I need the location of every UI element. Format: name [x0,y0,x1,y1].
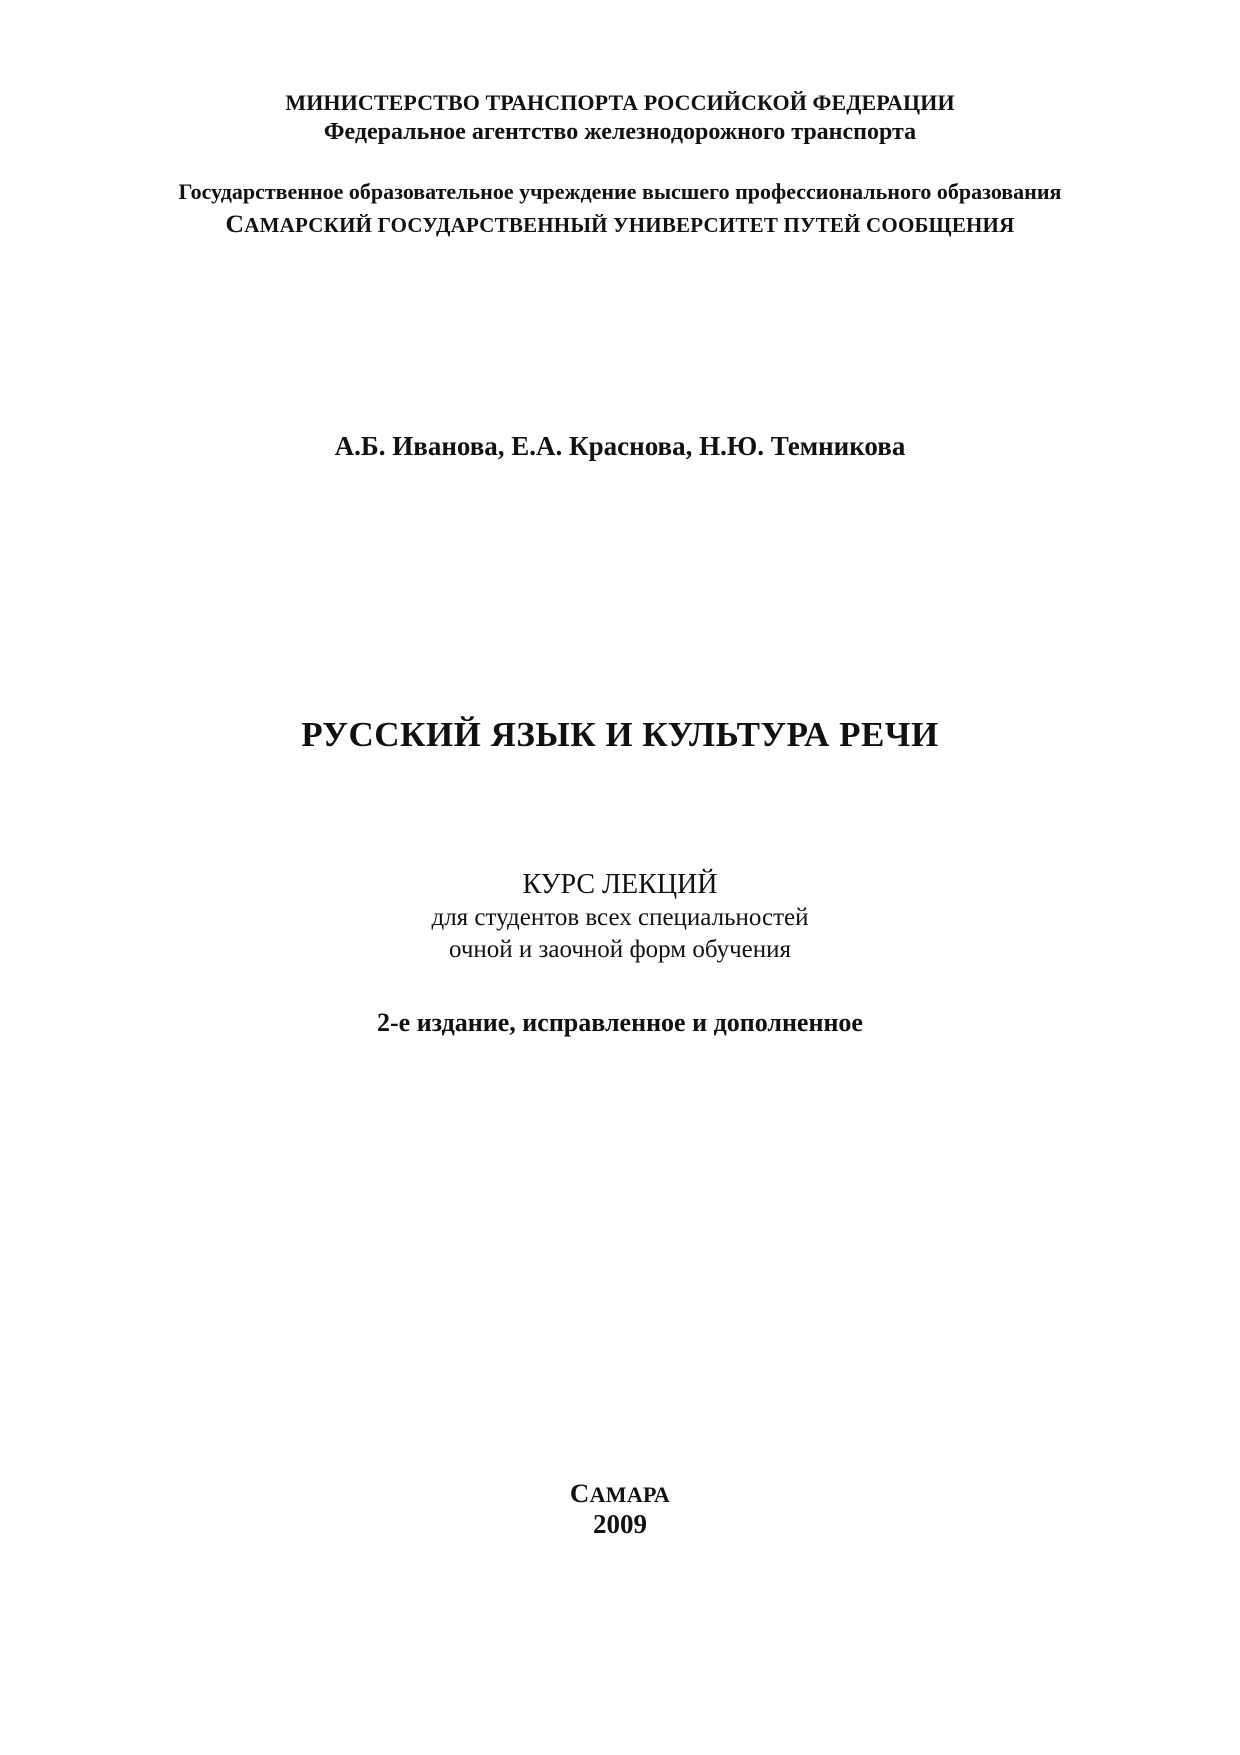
publication-city-rest: АМАРА [589,1482,671,1507]
institution-type: Государственное образовательное учреждение высшего профессионального образования [178,179,1062,204]
university-name [0,211,1240,237]
publication-city [0,1480,1240,1507]
publication-year: 2009 [593,1509,647,1539]
edition: 2-е издание, исправленное и дополненное [377,1008,863,1037]
university-name-rest: АМАРСКИЙ ГОСУДАРСТВЕННЫЙ УНИВЕРСИТЕТ ПУТЕЙ СООБЩЕНИЯ [244,213,1015,237]
audience-line-1: для студентов всех специальностей [431,904,809,931]
publication-city-initial: С [569,1478,590,1508]
authors: А.Б. Иванова, Е.А. Краснова, Н.Ю. Темникова [334,431,906,461]
course-type: КУРС ЛЕКЦИЙ [522,869,718,900]
agency-name: Федеральное агентство железнодорожного транспорта [323,119,917,145]
university-name-initial: С [225,209,245,238]
audience-line-2: очной и заочной форм обучения [448,936,792,963]
ministry-name: МИНИСТЕРСТВО ТРАНСПОРТА РОССИЙСКОЙ ФЕДЕРАЦИИ [285,90,955,115]
book-title: РУССКИЙ ЯЗЫК И КУЛЬТУРА РЕЧИ [301,715,939,754]
